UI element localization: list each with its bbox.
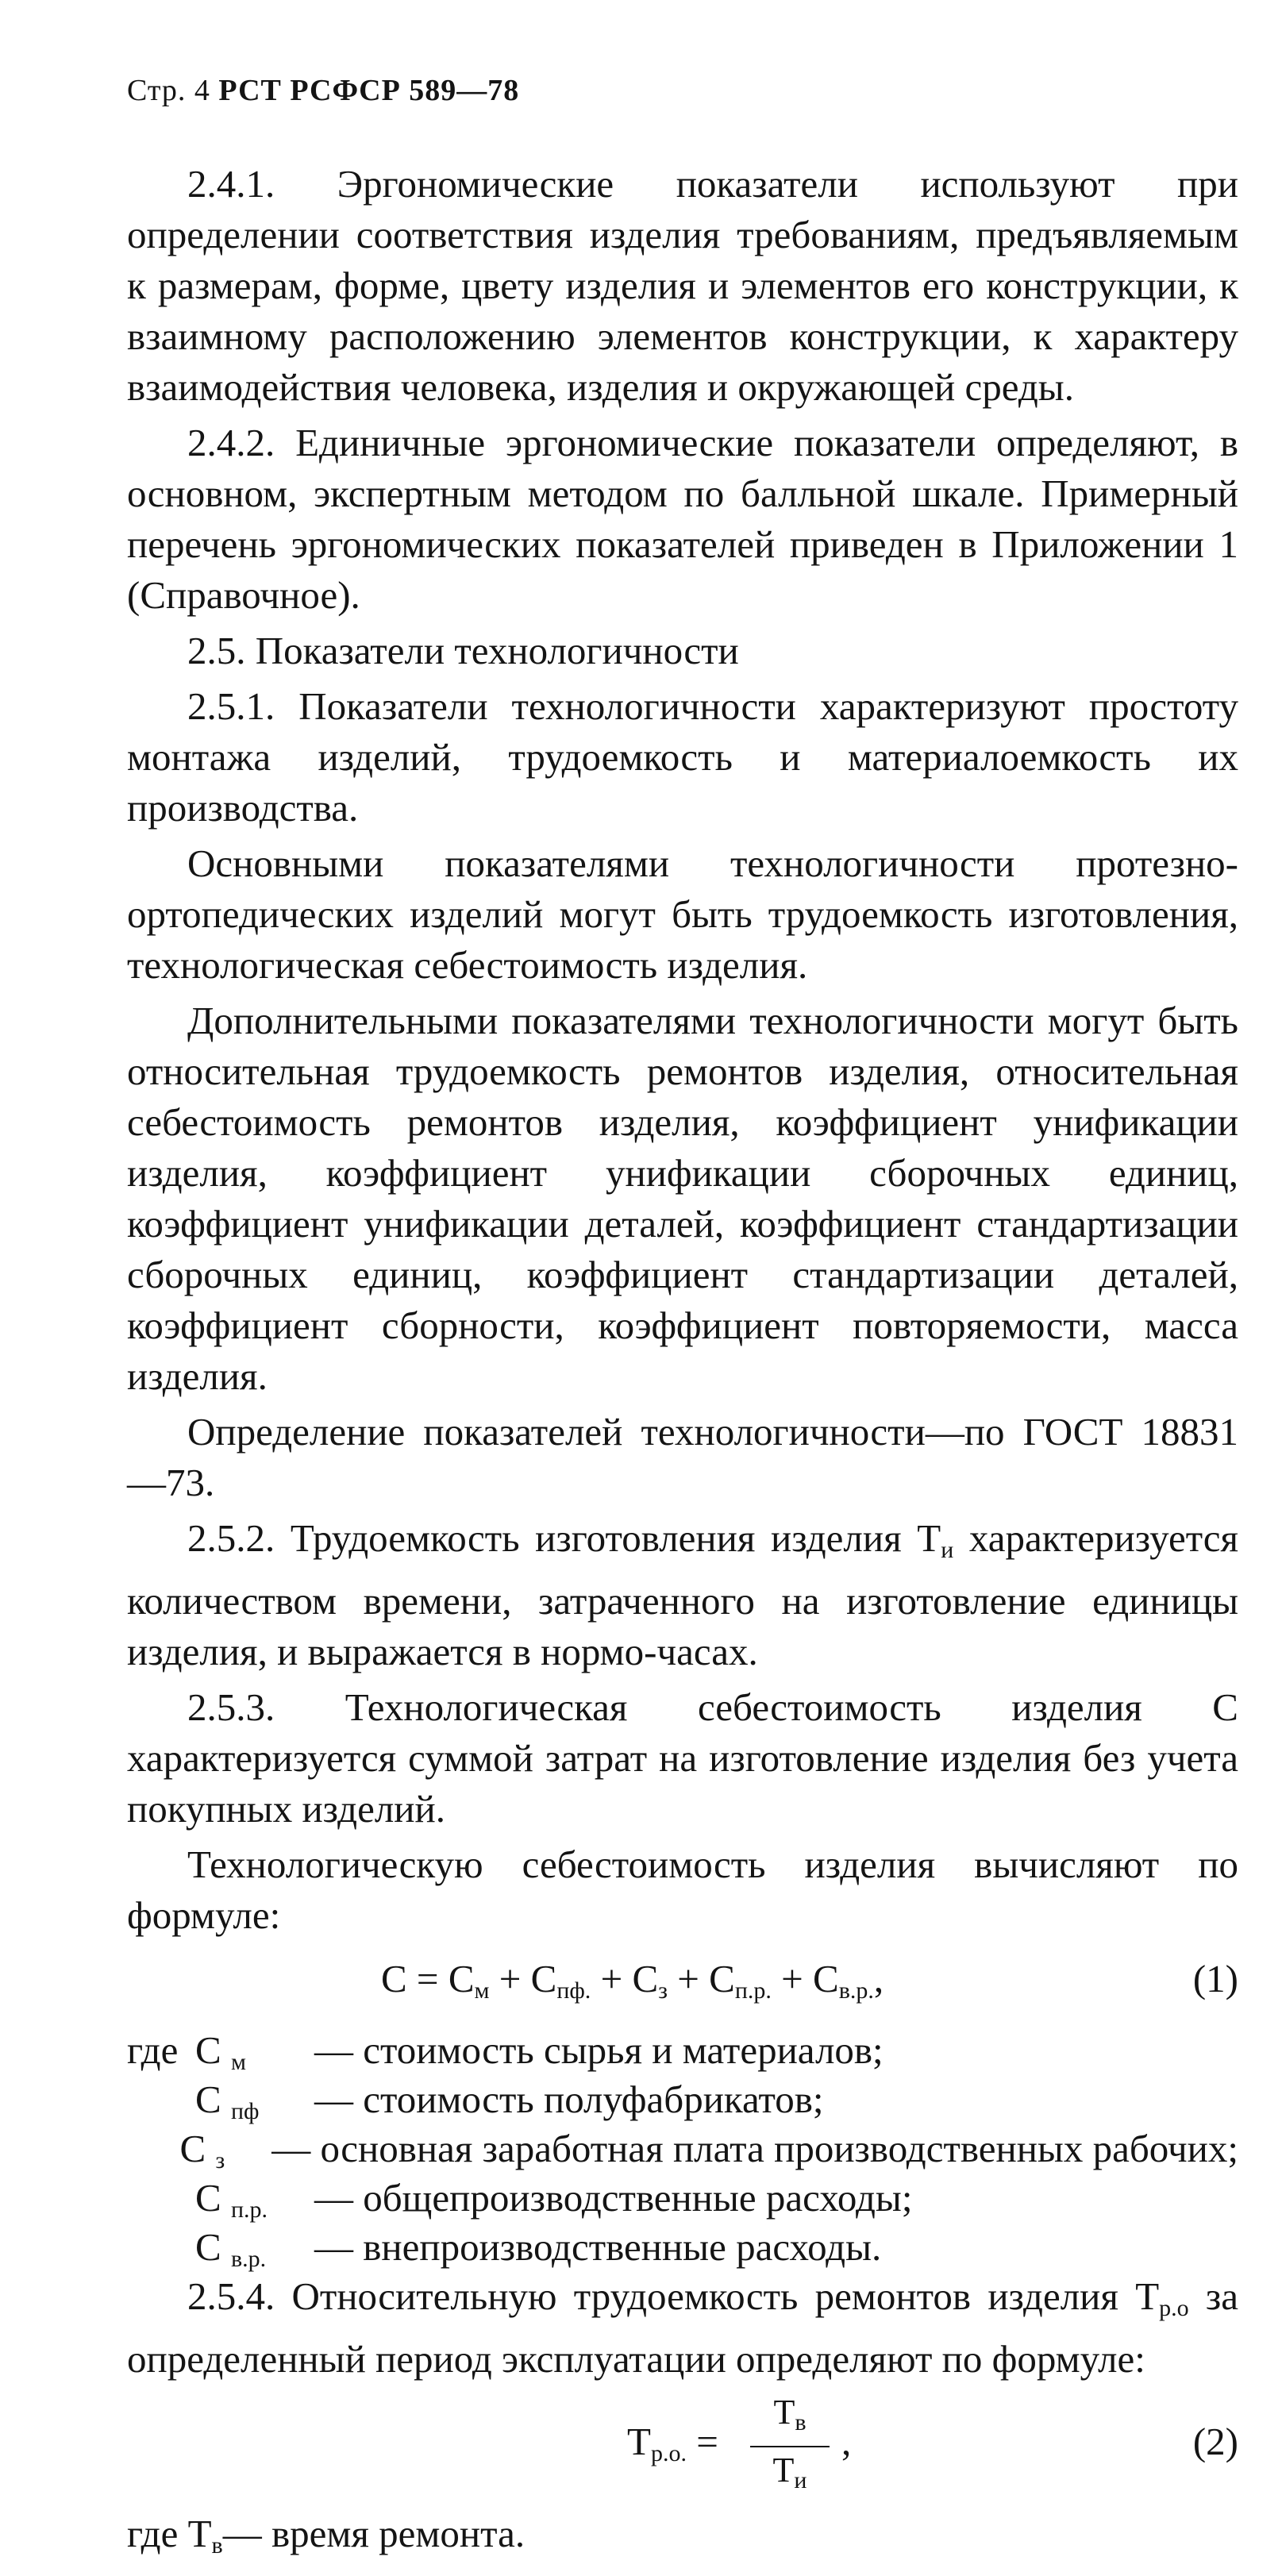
paragraph-2-5-4: 2.5.4. Относительную трудоемкость ремонтов изделия $Т_{р.о}$ за определенный период эксплуатации определяют по формуле: [127, 2274, 1239, 2381]
legend-row: С $_{п.р.}$ — общепроизводственные расходы; [195, 2176, 913, 2223]
formula-1-legend [127, 2025, 1238, 2271]
formula-2-number: (2) [1192, 2420, 1238, 2463]
paragraph-2-5-2: 2.5.2. Трудоемкость изготовления изделия $Т_и$ характеризуется количеством времени, затраченного на изготовление единицы изделия, и выражается в нормо-часах. [127, 1516, 1238, 1673]
fraction-denominator: $Т_и$ [772, 2451, 807, 2493]
formula-1-expression: $С = С_м + С_{пф.} + С_з + С_{п.р.} + С_{в.р.}$, [381, 1957, 884, 2004]
legend-row: С $_{пф}$ — стоимость полуфабрикатов; [195, 2077, 824, 2124]
paragraph-2-5-3: 2.5.3. Технологическая себестоимость изделия С характеризуется суммой затрат на изготовление изделия без учета покупных изделий. [127, 1685, 1238, 1831]
formula-1 [127, 1954, 1238, 2011]
legend-row: С $_з$ — основная заработная плата производственных рабочих; [179, 2127, 1238, 2174]
paragraph-2-4-2: 2.4.2. Единичные эргономические показатели определяют, в основном, экспертным методом по балльной шкале. Примерный перечень эргономических показателей приведен в Приложении 1 (Справочное). [127, 421, 1238, 617]
page-header [127, 73, 519, 108]
paragraph-2-5-1: 2.5.1. Показатели технологичности характеризуют простоту монтажа изделий, трудоемкость и материалоемкость их производства. [127, 684, 1238, 830]
legend-row: С $_{в.р.}$ — внепроизводственные расходы. [195, 2225, 882, 2272]
formula-1-number: (1) [1192, 1957, 1238, 2000]
paragraph-main-indicators: Основными показателями технологичности протезно-ортопедических изделий могут быть трудоемкость изготовления, технологическая себестоимость изделия. [127, 841, 1238, 987]
formula-2-legend: где $Т_в—$ время ремонта. [127, 2512, 526, 2559]
fraction-numerator: $Т_в$ [750, 2389, 830, 2447]
body-text [127, 159, 1238, 2576]
formula-2-lhs: $Т_{р.о.}$ = [627, 2420, 718, 2466]
page-number: Стр. 4 [127, 74, 210, 107]
standard-title: РСТ РСФСР 589—78 [218, 74, 520, 107]
formula-2: $Т_{р.о.}$ = $Т_в$ $Т_и$ , (2) [127, 2389, 1238, 2501]
paragraph-formula-intro: Технологическую себестоимость изделия вычисляют по формуле: [127, 1842, 1238, 1937]
paragraph-2-4-1: 2.4.1. Эргономические показатели используют при определении соответствия изделия требованиям, предъявляемым к размерам, форме, цвету изделия и элементов его конструкции, к взаимному расположению элементов конструкции, к характеру взаимодействия человека, изделия и окружающей среды. [127, 162, 1238, 409]
section-heading-2-5: 2.5. Показатели технологичности [187, 629, 739, 672]
formula-2-fraction [750, 2389, 830, 2504]
paragraph-additional-indicators: Дополнительными показателями технологичности могут быть относительная трудоемкость ремонтов изделия, относительная себестоимость ремонтов изделия, коэффициент унификации изделия, коэффициент унификации сборочных единиц, коэффициент унификации деталей, коэффициент стандартизации сборочных единиц, коэффициент стандартизации деталей, коэффициент сборности, коэффициент повторяемости, масса изделия. [127, 999, 1238, 1398]
paragraph-gost-reference: Определение показателей технологичности—по ГОСТ 18831—73. [127, 1410, 1238, 1504]
legend-row: где С $_м$ — стоимость сырья и материалов; [127, 2028, 884, 2075]
